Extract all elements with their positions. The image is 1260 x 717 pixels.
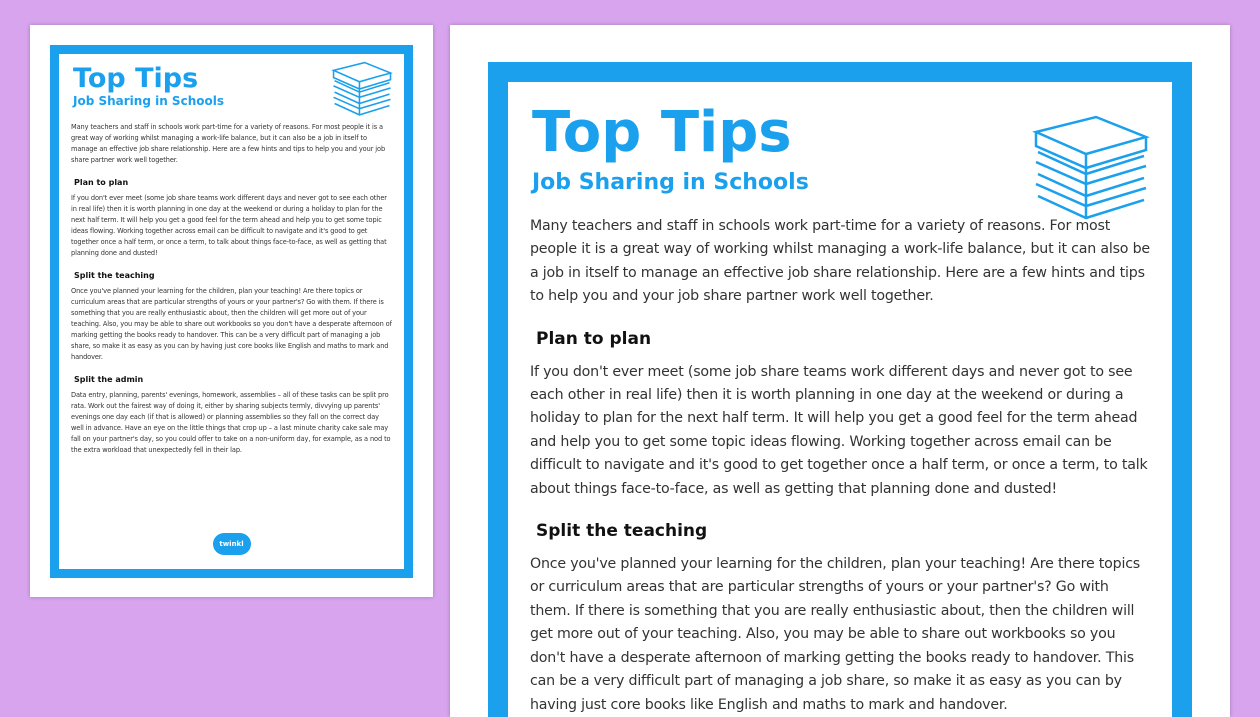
- intro-text: Many teachers and staff in schools work part-time for a variety of reasons. For most people it is a great way of working whilst managing a work-life balance, but it can also be a job in itself to manage an effective job share relationship. Here are a few hints and tips to help you and your job share partner work well together.: [71, 123, 386, 164]
- section-text: Data entry, planning, parents' evenings, homework, assemblies – all of these tasks can be split pro rata. Work out the fairest way of doing it, either by sharing subjects termly, divvying up parents' evenings one day each (if that is allowed) or planning assemblies so they fall on the correct day well in advance. Have an eye on the little things that crop up – a last minute charity cake sale may fall on your partner's day, so you could offer to take on a non-uniform day, for example, as a nod to the extra workload that unexpectedly fell in their lap.: [71, 391, 391, 454]
- intro-text: Many teachers and staff in schools work part-time for a variety of reasons. For most people it is a great way of working whilst managing a work-life balance, but it can also be a job in itself to manage an effective job share relationship. Here are a few hints and tips to help you and your job share partner work well together.: [530, 218, 1150, 305]
- doc-subtitle: Job Sharing in Schools: [532, 170, 809, 195]
- section-text: Once you've planned your learning for the children, plan your teaching! Are there topics or curriculum areas that are particular strengths of yours or your partner's? Go with them. If there is something that you are really enthusiastic about, then the children will get more out of your teaching. Also, you may be able to share out workbooks so you don't have a desperate afternoon of marking getting the books ready to handover. This can be a very difficult part of managing a job share, so make it as easy as you can by having just core books like English and maths to mark and handover.: [530, 556, 1140, 713]
- section-heading: Split the admin: [74, 375, 144, 384]
- blue-border: [50, 45, 413, 578]
- section-text: Once you've planned your learning for the children, plan your teaching! Are there topics or curriculum areas that are particular strengths of yours or your partner's? Go with them. If there is something that you are really enthusiastic about, then the children will get more out of your teaching. Also, you may be able to share out workbooks so you don't have a desperate afternoon of marking getting the books ready to handover. This can be a very difficult part of managing a job share, so make it as easy as you can by having just core books like English and maths to mark and handover.: [71, 287, 392, 361]
- books-stack-icon: [1026, 112, 1152, 224]
- section-heading: Plan to plan: [536, 328, 652, 349]
- blue-border: [488, 62, 1192, 717]
- section-heading: Split the teaching: [536, 521, 708, 542]
- section-text: If you don't ever meet (some job share teams work different days and never got to see each other in real life) then it is worth planning in one day at the weekend or during a holiday to plan for the next half term. It will help you get a good feel for the term ahead and help you to get some topic ideas flowing. Working together across email can be difficult to navigate and it's good to get together once a half term, or once a term, to talk about things face-to-face, as well as getting that planning done and dusted!: [71, 194, 387, 257]
- twinkl-logo: twinkl: [213, 533, 251, 555]
- books-stack-icon: [328, 60, 394, 118]
- doc-title: Top Tips: [73, 63, 199, 94]
- section-text: If you don't ever meet (some job share teams work different days and never got to see each other in real life) then it is worth planning in one day at the weekend or during a holiday to plan for the next half term. It will help you get a good feel for the term ahead and help you to get some topic ideas flowing. Working together across email can be difficult to navigate and it's good to get together once a half term, or once a term, to talk about things face-to-face, as well as getting that planning done and dusted!: [530, 363, 1148, 497]
- section-heading: Split the teaching: [74, 271, 155, 280]
- page-preview[interactable]: [450, 25, 1230, 717]
- doc-title: Top Tips: [532, 100, 792, 165]
- page-thumbnail[interactable]: [30, 25, 433, 597]
- doc-subtitle: Job Sharing in Schools: [73, 94, 224, 108]
- section-heading: Plan to plan: [74, 178, 129, 187]
